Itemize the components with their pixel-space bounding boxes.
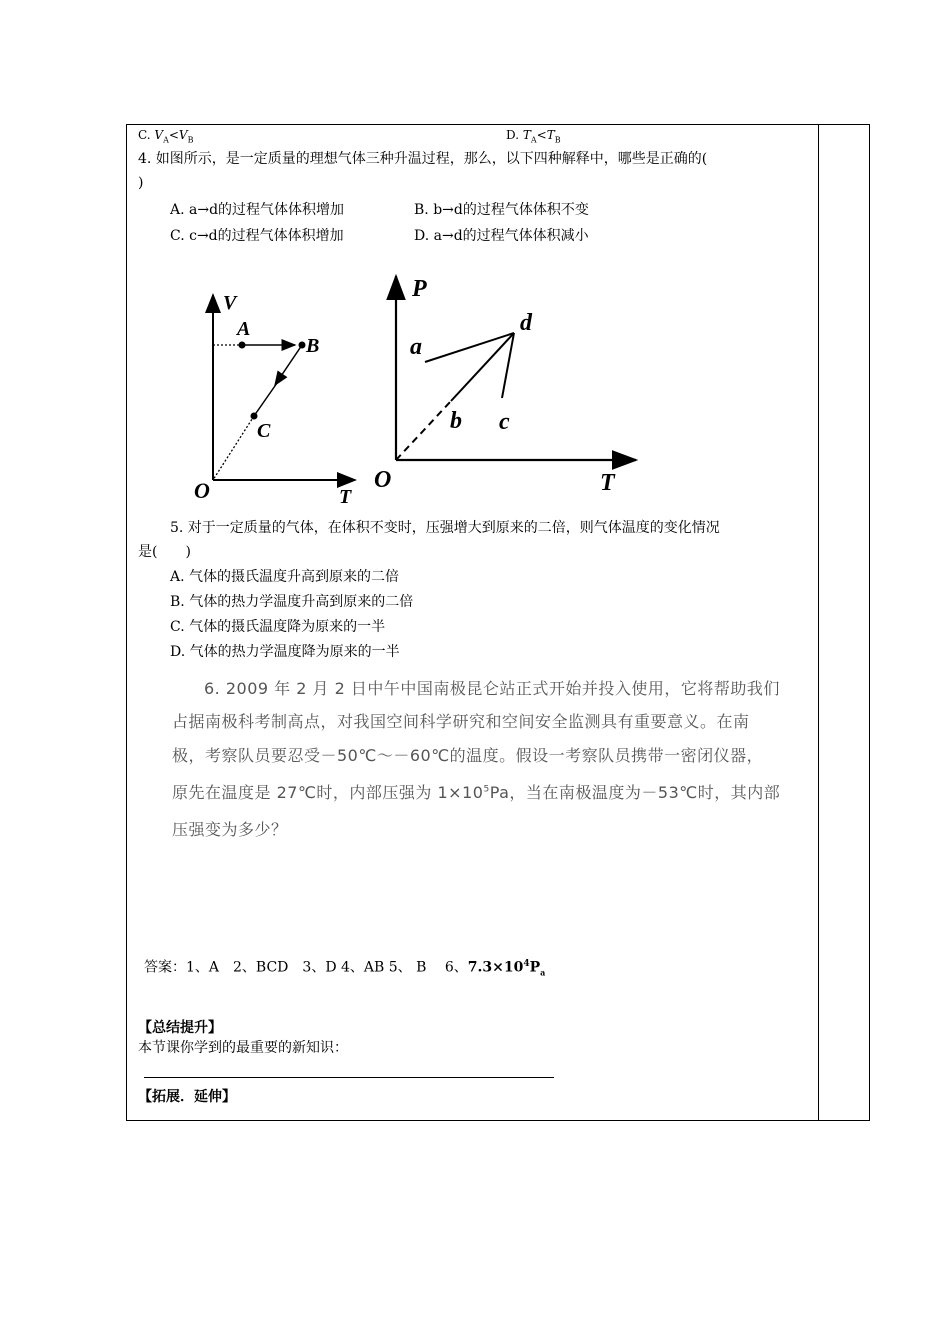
vt-c-label: C (257, 420, 271, 442)
q6-line5: 压强变为多少？ (172, 820, 288, 839)
q6-line3: 极，考察队员要忍受－50℃～－60℃的温度。假设一考察队员携带一密闭仪器， (172, 746, 764, 765)
q5-option-a: A. 气体的摄氏温度升高到原来的二倍 (170, 569, 400, 585)
vt-point-a (239, 342, 246, 349)
vt-origin-label: O (194, 478, 210, 503)
q6-line1: 6. 2009 年 2 月 2 日中午中国南极昆仑站正式开始并投入使用，它将帮助我们 (204, 679, 780, 698)
vt-b-label: B (306, 335, 320, 357)
vt-diagram (185, 285, 370, 510)
vt-dotted-to-origin (213, 416, 254, 480)
q5-option-b: B. 气体的热力学温度升高到原来的二倍 (170, 594, 414, 610)
q6-line4: 原先在温度是 27℃时，内部压强为 $1\times 10^5Pa$，当在南极温度为－53℃时，其内部 (172, 783, 781, 802)
pt-t-label: T (600, 470, 615, 496)
q4-option-c: C. c→d的过程气体体积增加 (170, 228, 344, 244)
q3-option-c: C. $V_A<V_B$ (138, 128, 194, 145)
pt-b-label: b (450, 408, 462, 434)
q4-stem-line2: ) (138, 175, 144, 191)
pt-origin-label: O (374, 467, 392, 493)
q4-option-d: D. a→d的过程气体体积减小 (414, 228, 589, 244)
pt-dashed-origin-to-b (396, 401, 451, 460)
vt-point-b (299, 342, 306, 349)
q6-line2: 占据南极科考制高点，对我国空间科学研究和空间安全监测具有重要意义。在南 (172, 712, 750, 731)
q5-option-c: C. 气体的摄氏温度降为原来的一半 (170, 619, 386, 635)
vt-path-b-arrow (275, 345, 302, 385)
vt-t-label: T (339, 486, 352, 508)
q5-stem-line1: 5. 对于一定质量的气体，在体积不变时，压强增大到原来的二倍，则气体温度的变化情况 (170, 520, 720, 536)
pt-d-label: d (520, 310, 532, 336)
table-column-divider (818, 124, 819, 1121)
summary-answer-line[interactable] (144, 1077, 554, 1078)
pt-p-label: P (412, 276, 427, 302)
q5-stem-line2: 是( ) (138, 544, 191, 560)
vt-a-label: A (237, 318, 251, 340)
q4-option-a: A. a→d的过程气体体积增加 (170, 202, 345, 218)
answer-key: 答案：1、A 2、BCD 3、D 4、AB 5、 B 6、$7.3\times 10^4P_a$ (144, 959, 546, 978)
vt-path-b-to-c (254, 383, 277, 416)
summary-heading: 【总结提升】 (138, 1020, 222, 1036)
vt-v-label: V (223, 292, 237, 314)
q4-option-b: B. b→d的过程气体体积不变 (414, 202, 589, 218)
pt-diagram (368, 268, 648, 496)
extension-heading: 【拓展．延伸】 (138, 1089, 236, 1105)
pt-c-label: c (499, 409, 510, 435)
q3-option-d: D. $T_A<T_B$ (506, 128, 561, 145)
summary-prompt: 本节课你学到的最重要的新知识： (138, 1040, 348, 1056)
q5-option-d: D. 气体的热力学温度降为原来的一半 (170, 644, 400, 660)
pt-a-label: a (410, 334, 422, 360)
vt-point-c (251, 413, 258, 420)
q4-stem-line1: 4. 如图所示，是一定质量的理想气体三种升温过程，那么，以下四种解释中，哪些是正确的( (138, 151, 708, 167)
